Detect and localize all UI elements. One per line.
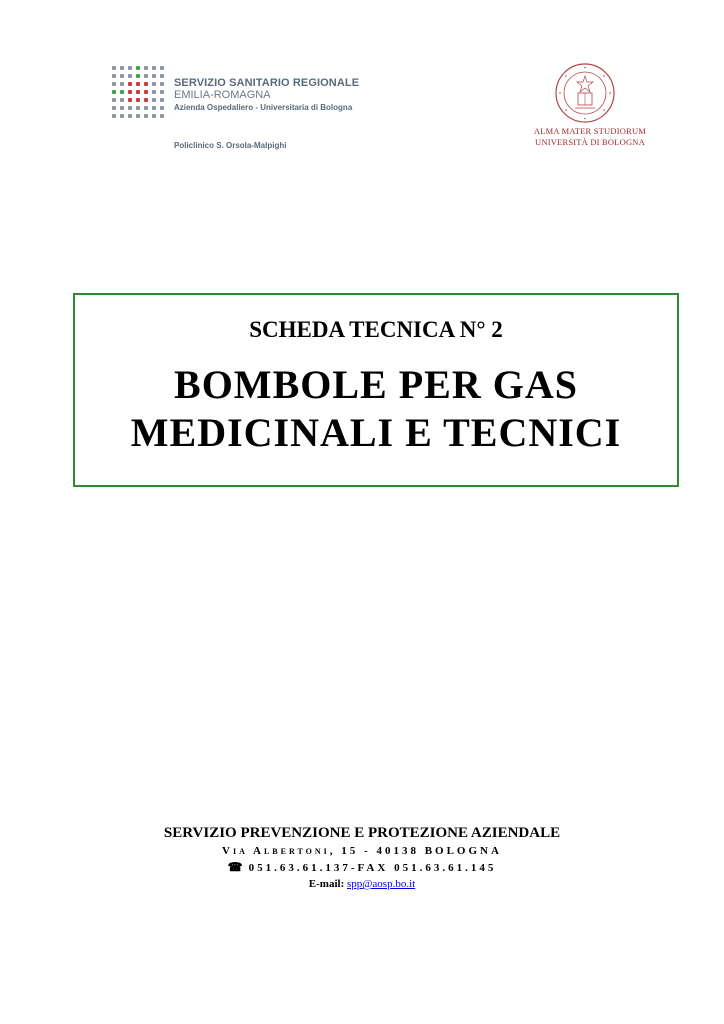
email-link[interactable]: spp@aosp.bo.it [347,878,416,890]
logo-dot [136,106,140,110]
title-line-2: MEDICINALI E TECNICI [130,410,622,455]
logo-dot [112,98,116,102]
logo-dot [112,82,116,86]
logo-dot [160,98,164,102]
logo-dot [128,106,132,110]
logo-dot [120,98,124,102]
title-line-1: BOMBOLE PER GAS [174,362,578,407]
logo-dot [160,82,164,86]
logo-dot [136,98,140,102]
logo-dot [128,98,132,102]
logo-dot [160,114,164,118]
ssr-azienda: Azienda Ospedaliero - Universitaria di Bologna [174,103,353,113]
ssr-region: EMILIA-ROMAGNA [174,88,271,101]
logo-dot [128,82,132,86]
logo-dot [152,106,156,110]
logo-dot [136,114,140,118]
logo-dot [144,98,148,102]
ssr-policlinico: Policlinico S. Orsola-Malpighi [174,141,287,150]
logo-dot [144,90,148,94]
logo-dot [152,98,156,102]
logo-dot [152,114,156,118]
logo-dot [128,74,132,78]
logo-dot [128,114,132,118]
logo-dot [112,74,116,78]
logo-dot [136,74,140,78]
logo-dot [120,82,124,86]
logo-dot [112,106,116,110]
email-line [0,876,724,892]
unibo-logo [528,62,652,162]
unibo-line2: UNIVERSITÀ DI BOLOGNA [535,136,645,147]
address [0,843,724,859]
service-name: SERVIZIO PREVENZIONE E PROTEZIONE AZIENDALE [163,825,561,841]
logo-dot [152,90,156,94]
logo-dot [112,66,116,70]
ssr-logo-text [174,78,359,112]
email-label: E-mail: [308,878,345,890]
logo-dot [112,114,116,118]
document-subtitle: SCHEDA TECNICA N° 2 [249,317,503,342]
address-street: Via Albertoni [222,845,330,857]
logo-dot [152,82,156,86]
logo-dot [160,106,164,110]
document-title [75,361,677,457]
logo-dot [128,66,132,70]
logo-dot [120,90,124,94]
phone-fax: 051.63.61.137-FAX 051.63.61.145 [248,862,497,874]
logo-dot [160,90,164,94]
logo-dot [136,66,140,70]
logo-dot [144,114,148,118]
unibo-line1: ALMA MATER STUDIORUM [533,126,647,136]
logo-dot [136,82,140,86]
title-box [73,293,679,487]
logo-dot [120,66,124,70]
logo-dot [120,74,124,78]
ssr-dot-grid-icon [112,66,168,122]
unibo-name [528,126,652,147]
logo-dot [160,66,164,70]
footer-contact [0,823,724,892]
logo-dot [144,74,148,78]
logo-dot [112,90,116,94]
logo-dot [152,66,156,70]
logo-dot [160,74,164,78]
logo-dot [144,82,148,86]
telephone-icon: ☎ [227,860,243,874]
ssr-title: SERVIZIO SANITARIO REGIONALE [174,77,360,89]
university-seal-icon [554,62,616,124]
address-rest: , 15 - 40138 BOLOGNA [329,845,502,857]
logo-dot [120,114,124,118]
ssr-logo [112,66,412,156]
logo-dot [144,66,148,70]
logo-dot [128,90,132,94]
logo-dot [144,106,148,110]
logo-dot [152,74,156,78]
logo-dot [136,90,140,94]
phone-line [0,859,724,876]
logo-dot [120,106,124,110]
